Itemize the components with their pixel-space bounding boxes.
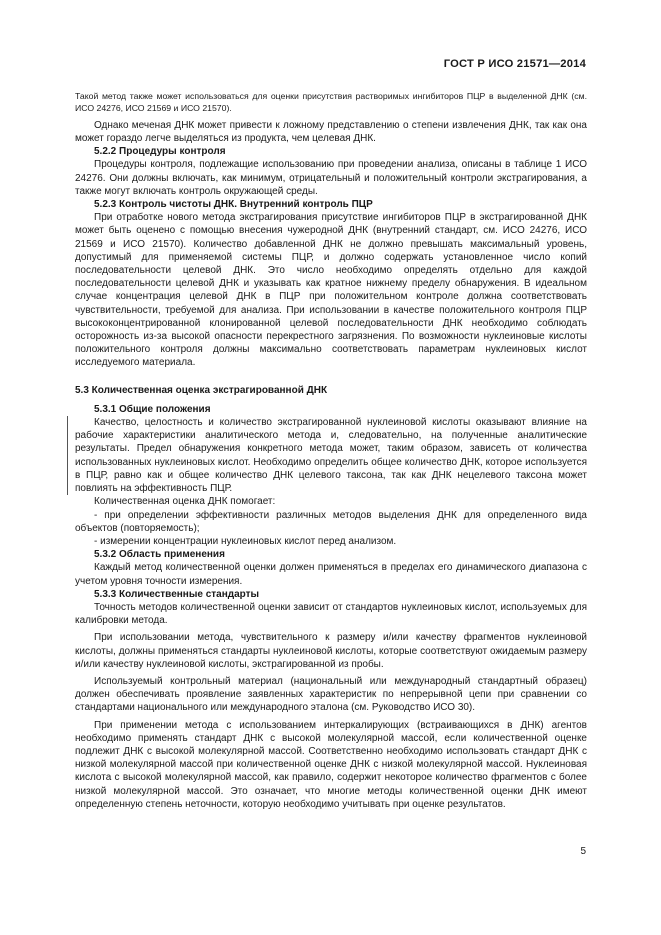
paragraph: Однако меченая ДНК может привести к ложному представлению о степени извлечения ДНК, так как она может гораздо легче выделяться из продукта, чем целевая ДНК. bbox=[75, 119, 587, 145]
paragraph: Процедуры контроля, подлежащие использованию при проведении анализа, описаны в таблице 1 ИСО 24276. Они должны включать, как минимум, отрицательный и положительный контроли экстрагирования, а также могут включать контроль окружающей среды. bbox=[75, 159, 587, 197]
paragraph: При использовании метода, чувствительного к размеру и/или качеству фрагментов нуклеиновой кислоты, должны применяться стандарты нуклеиновой кислоты, которые соответствуют ожидаемым размеру и/или качеству нуклеиновой кислоты, экстрагированной из пробы. bbox=[75, 632, 587, 670]
paragraph: Каждый метод количественной оценки должен применяться в пределах его динамического диапазона с учетом уровня точности измерения. bbox=[75, 562, 587, 587]
section-heading-5-3-2: 5.3.2 Область применения bbox=[94, 549, 225, 561]
section-heading-5-3: 5.3 Количественная оценка экстрагированной ДНК bbox=[75, 384, 328, 396]
paragraph: Используемый контрольный материал (национальный или международный стандартный образец) должен обеспечивать проявление заявленных характеристик по непрерывной цепи при сравнении со стандартами национального или международного эталона (см. Руководство ИСО 30). bbox=[75, 675, 587, 714]
revision-bar bbox=[67, 416, 68, 495]
paragraph: Такой метод также может использоваться для оценки присутствия растворимых ингибиторов ПЦР в выделенной ДНК (см. ИСО 24276, ИСО 21569 и ИСО 21570). bbox=[75, 91, 587, 114]
page-number: 5 bbox=[580, 846, 586, 857]
list-item: - измерении концентрации нуклеиновых кислот перед анализом. bbox=[94, 535, 397, 547]
revision-marked-block bbox=[75, 416, 587, 495]
paragraph: Качество, целостность и количество экстрагированной нуклеиновой кислоты оказывают влияние на рабочие характеристики аналитического метода и, следовательно, на полученные аналитические результаты. Предел обнаружения конкретного метода может, таким образом, зависеть от количества использованных нуклеиновых кислот. Необходимо определить общее количество ДНК, которое используется в ПЦР, равно как и общее количество ДНК целевого таксона, так как ДНК нецелевого таксона может повлиять на эффективность ПЦР. bbox=[75, 417, 587, 495]
list-item: - при определении эффективности различных методов выделения ДНК для определенного вида объектов (повторяемость); bbox=[75, 509, 587, 534]
standard-header: ГОСТ Р ИСО 21571—2014 bbox=[443, 58, 586, 70]
paragraph: При применении метода с использованием интеркалирующих (встраивающихся в ДНК) агентов необходимо применять стандарт ДНК с высокой молекулярной массой, если количественной оценке подлежит ДНК с высокой молекулярной массой. Соответственно необходимо использовать стандарт ДНК с низкой молекулярной массой при количественной оценке ДНК с низкой молекулярной массой. Нуклеиновая кислота с высокой молекулярной массой, как правило, содержит некоторое количество фрагментов с более низкой молекулярной массой. Это означает, что многие методы количественной оценки ДНК имеют определенную степень неточности, которую необходимо учитывать при оценке результатов. bbox=[75, 719, 587, 810]
paragraph: При отработке нового метода экстрагирования присутствие ингибиторов ПЦР в экстрагированной ДНК может быть оценено с помощью внесения чужеродной ДНК (внутренний стандарт, см. ИСО 24276, ИСО 21569 и ИСО 21570). Количество добавленной ДНК не должно превышать максимальный уровень, допустимый для применяемой системы ПЦР, и должно содержать установленное число копий последовательности целевой ДНК. Это число необходимо определять отдельно для каждой последовательности целевой ДНК и указывать как кратное нижнему пределу обнаружения. В идеальном случае концентрация целевой ДНК в ПЦР при положительном контроле должна соответствовать чувствительности, требуемой для анализа. При использовании в качестве положительного контроля ПЦР высококонцентрированной клонированной целевой последовательности ДНК необходимо соблюдать осторожность из-за высокой опасности перекрестного загрязнения. По возможности нуклеиновые кислоты положительного контроля должны максимально соответствовать параметрам нуклеиновых кислот исследуемого материала. bbox=[75, 212, 587, 369]
section-heading-5-3-1: 5.3.1 Общие положения bbox=[94, 403, 211, 415]
section-heading-5-2-3: 5.2.3 Контроль чистоты ДНК. Внутренний контроль ПЦР bbox=[94, 199, 373, 211]
section-heading-5-2-2: 5.2.2 Процедуры контроля bbox=[94, 146, 226, 158]
section-heading-5-3-3: 5.3.3 Количественные стандарты bbox=[94, 588, 260, 600]
paragraph: Точность методов количественной оценки зависит от стандартов нуклеиновых кислот, используемых для калибровки метода. bbox=[75, 601, 587, 627]
page-content bbox=[75, 90, 587, 811]
paragraph: Количественная оценка ДНК помогает: bbox=[94, 496, 276, 508]
